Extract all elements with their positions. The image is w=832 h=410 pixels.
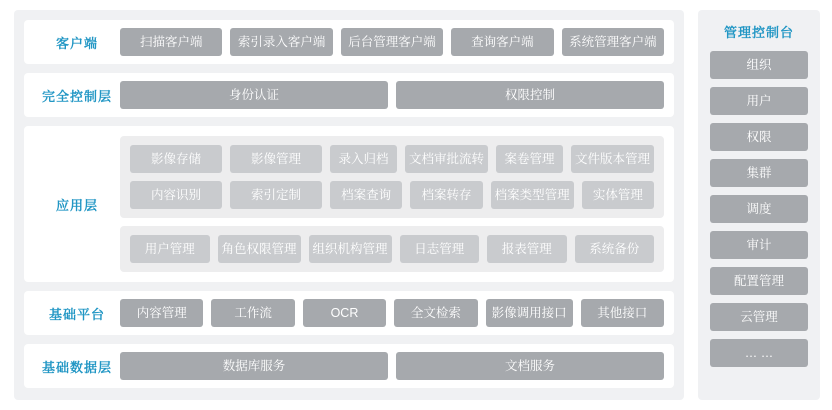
app-item-system-backup[interactable]: 系统备份 [575,235,655,263]
layer-items-access-control [120,81,664,109]
layer-title-application: 应用层 [55,197,98,213]
app-item-log-management[interactable]: 日志管理 [400,235,480,263]
layer-title-platform: 基础平台 [48,306,105,322]
app-item-document-approval-flow[interactable]: 文档审批流转 [405,145,488,173]
app-item-file-version-management[interactable]: 文件版本管理 [571,145,654,173]
console-item-user[interactable]: 用户 [710,87,808,115]
layer-data [24,344,674,388]
layer-items-platform [120,299,664,327]
data-item-document-service[interactable]: 文档服务 [396,352,664,380]
app-item-entry-archiving[interactable]: 录入归档 [330,145,397,173]
application-groups [120,136,664,272]
application-archive-row-1 [330,145,654,173]
app-item-archive-type-management[interactable]: 档案类型管理 [491,181,574,209]
console-title: 管理控制台 [723,25,794,40]
app-item-image-management[interactable]: 影像管理 [230,145,322,173]
layer-title-access-control: 完全控制层 [41,88,112,104]
app-item-index-customization[interactable]: 索引定制 [230,181,322,209]
architecture-panel [14,10,684,400]
console-item-audit[interactable]: 审计 [710,231,808,259]
platform-item-workflow[interactable]: 工作流 [211,299,294,327]
application-archive-column [330,145,654,209]
layer-platform [24,291,674,335]
app-item-image-storage[interactable]: 影像存储 [130,145,222,173]
app-item-content-recognition[interactable]: 内容识别 [130,181,222,209]
layer-title-data: 基础数据层 [41,359,112,375]
app-item-entity-management[interactable]: 实体管理 [582,181,654,209]
layer-items-data [120,352,664,380]
console-item-organization[interactable]: 组织 [710,51,808,79]
console-item-permission[interactable]: 权限 [710,123,808,151]
application-group-admin [120,226,664,272]
application-imaging-row-2 [130,181,322,209]
access-item-authentication[interactable]: 身份认证 [120,81,388,109]
app-item-user-management[interactable]: 用户管理 [130,235,210,263]
access-item-authorization[interactable]: 权限控制 [396,81,664,109]
console-item-scheduling[interactable]: 调度 [710,195,808,223]
management-console-panel [698,10,820,400]
application-imaging-row-1 [130,145,322,173]
app-item-archive-transfer[interactable]: 档案转存 [410,181,482,209]
console-item-cloud-management[interactable]: 云管理 [710,303,808,331]
client-item-query[interactable]: 查询客户端 [451,28,553,56]
layer-application [24,126,674,282]
console-item-cluster[interactable]: 集群 [710,159,808,187]
client-item-index-entry[interactable]: 索引录入客户端 [230,28,332,56]
app-item-case-file-management[interactable]: 案卷管理 [496,145,563,173]
application-archive-row-2 [330,181,654,209]
application-group-core [120,136,664,218]
platform-item-content-management[interactable]: 内容管理 [120,299,203,327]
client-item-scan[interactable]: 扫描客户端 [120,28,222,56]
layer-access-control [24,73,674,117]
layer-title-client: 客户端 [55,35,98,51]
app-item-archive-query[interactable]: 档案查询 [330,181,402,209]
console-item-more[interactable]: … … [710,339,808,367]
layer-client [24,20,674,64]
client-item-system-admin[interactable]: 系统管理客户端 [562,28,664,56]
platform-item-fulltext-search[interactable]: 全文检索 [394,299,477,327]
app-item-role-permission-management[interactable]: 角色权限管理 [218,235,301,263]
app-item-report-management[interactable]: 报表管理 [487,235,567,263]
layer-items-client [120,28,664,56]
platform-item-image-api[interactable]: 影像调用接口 [486,299,573,327]
console-item-configuration[interactable]: 配置管理 [710,267,808,295]
application-imaging-column [130,145,322,209]
data-item-database-service[interactable]: 数据库服务 [120,352,388,380]
client-item-backend-admin[interactable]: 后台管理客户端 [341,28,443,56]
platform-item-other-api[interactable]: 其他接口 [581,299,664,327]
platform-item-ocr[interactable]: OCR [303,299,386,327]
app-item-organization-management[interactable]: 组织机构管理 [309,235,392,263]
